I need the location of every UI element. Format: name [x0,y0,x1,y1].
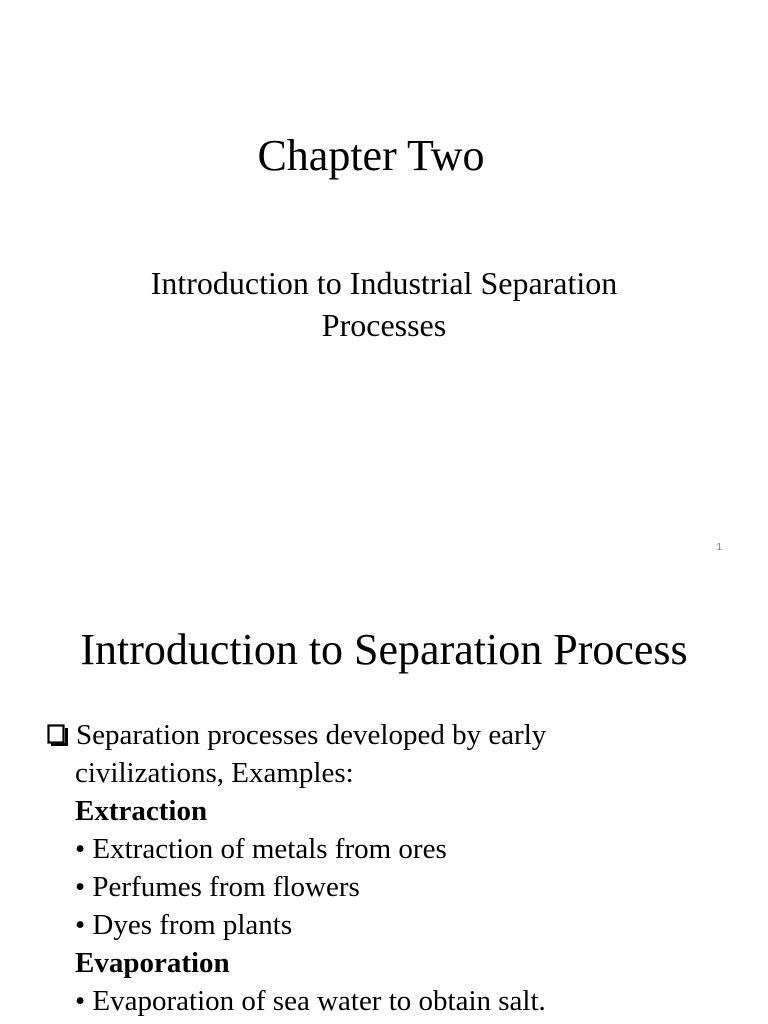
slide-number: 1 [716,542,722,553]
subtitle-line-2: Processes [321,307,447,343]
slide-title: Introduction to Separation Process [80,625,688,674]
list-item: • Perfumes from flowers [75,871,360,903]
section-heading-extraction: Extraction [75,795,208,827]
lead-text-continued: civilizations, Examples: [75,757,354,789]
list-item: • Dyes from plants [75,909,293,941]
list-item: • Evaporation of sea water to obtain salt. [75,985,546,1017]
slide-subtitle [0,262,768,346]
slide-content [46,716,756,1020]
section-heading-evaporation: Evaporation [75,947,230,979]
square-bullet-icon [46,723,70,747]
slide-2 [0,576,768,1024]
subtitle-line-1: Introduction to Industrial Separation [150,265,618,301]
list-item: • Extraction of metals from ores [75,833,447,865]
lead-bullet [46,716,756,754]
lead-text: Separation processes developed by early [76,719,547,751]
slide-title: Chapter Two [257,131,485,180]
